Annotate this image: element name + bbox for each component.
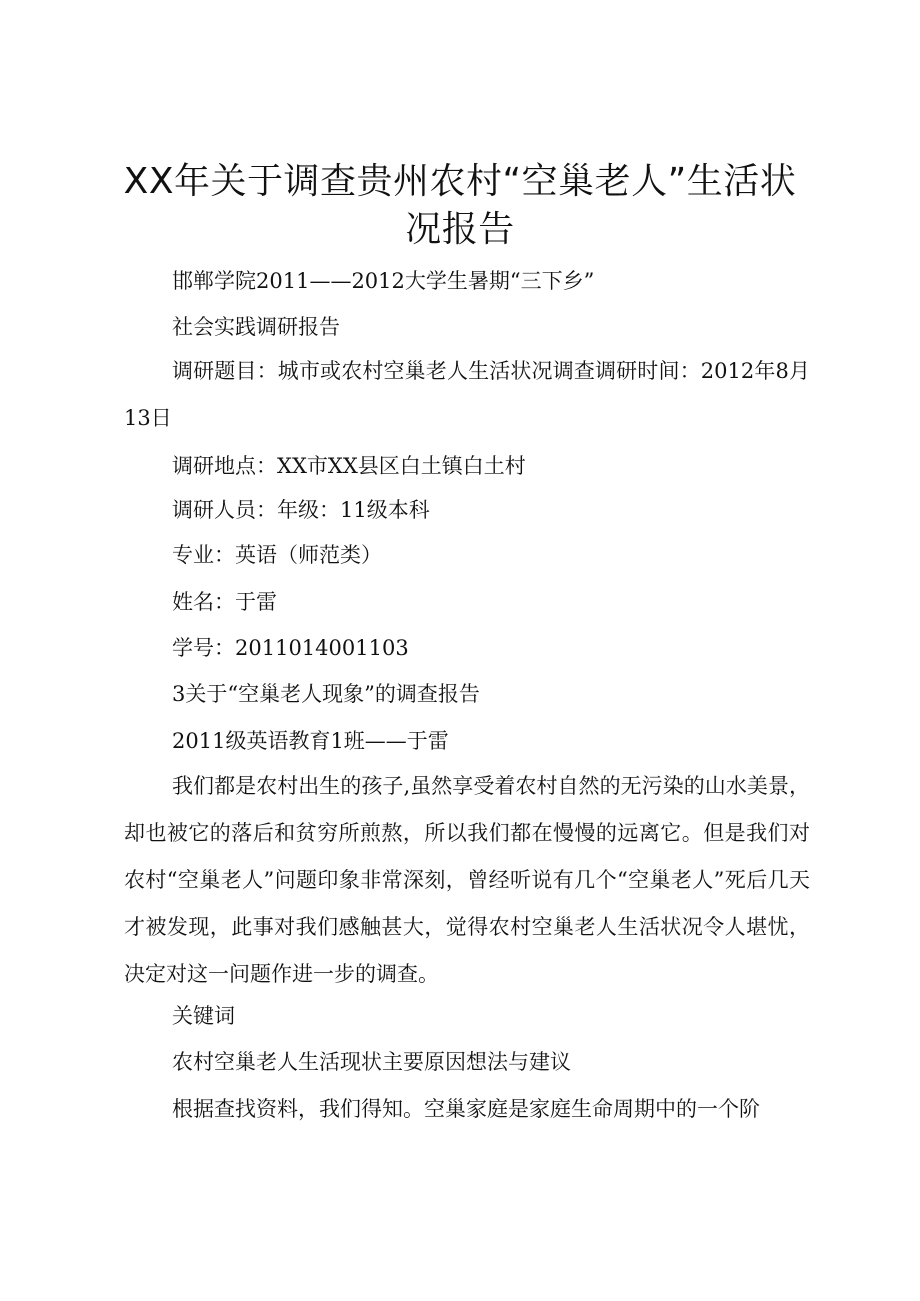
keywords-line: 农村空巢老人生活现状主要原因想法与建议 bbox=[172, 1050, 571, 1074]
topic-paragraph: 调研题目：城市或农村空巢老人生活状况调查调研时间：2012年8月13日 bbox=[124, 359, 810, 430]
institution-line: 邯郸学院2011——2012大学生暑期“三下乡” bbox=[172, 269, 595, 293]
report-title-line: 3关于“空巢老人现象”的调查报告 bbox=[172, 682, 480, 706]
report-type-line: 社会实践调研报告 bbox=[172, 315, 340, 339]
major-line: 专业：英语（师范类） bbox=[172, 543, 382, 567]
class-author-line: 2011级英语教育1班——于雷 bbox=[172, 729, 449, 753]
name-line: 姓名：于雷 bbox=[172, 590, 277, 614]
body-start-line: 根据查找资料，我们得知。空巢家庭是家庭生命周期中的一个阶 bbox=[172, 1097, 760, 1121]
student-id-line: 学号：2011014001103 bbox=[172, 636, 409, 660]
document-title: XX年关于调查贵州农村“空巢老人”生活状况报告 bbox=[123, 161, 797, 250]
researcher-line: 调研人员：年级：11级本科 bbox=[172, 498, 430, 522]
keywords-label: 关键词 bbox=[172, 1004, 235, 1028]
location-line: 调研地点：XX市XX县区白土镇白土村 bbox=[172, 454, 526, 478]
intro-paragraph: 我们都是农村出生的孩子,虽然享受着农村自然的无污染的山水美景，却也被它的落后和贫穷所煎熬，所以我们都在慢慢的远离它。但是我们对农村“空巢老人”问题印象非常深刻，曾经听说有几个“空巢老人”死后几天才被发现，此事对我们感触甚大，觉得农村空巢老人生活状况令人堪忧，决定对这一问题作进一步的调查。 bbox=[124, 774, 810, 986]
